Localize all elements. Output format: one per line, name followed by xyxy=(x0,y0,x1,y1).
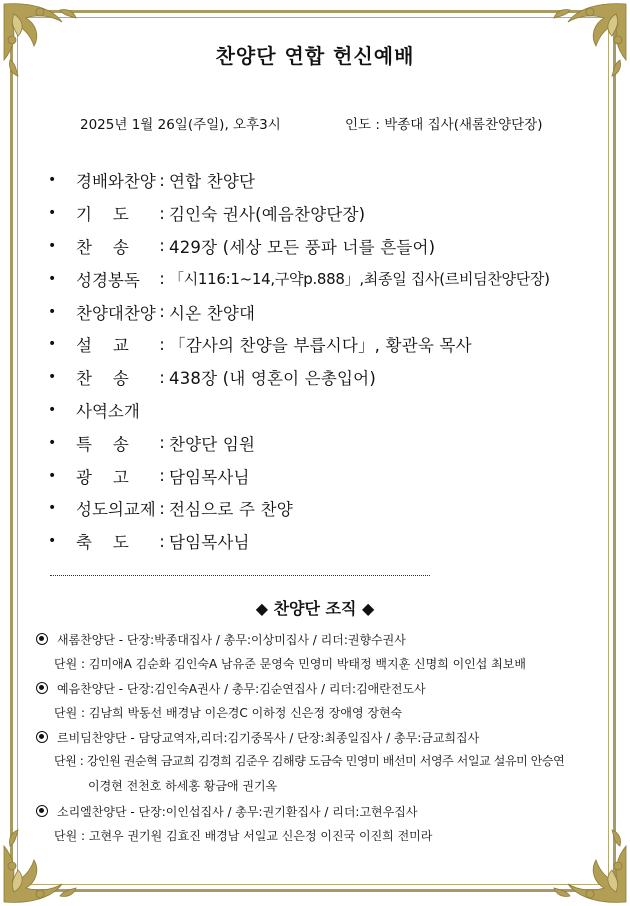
target-bullet-icon xyxy=(36,731,48,743)
dotted-divider xyxy=(50,575,430,576)
order-value: 438장 (내 영혼이 은총입어) xyxy=(169,369,376,389)
order-item: • 찬양대찬양 : 시온 찬양대 xyxy=(48,295,608,328)
order-label: 찬양대찬양 xyxy=(76,303,156,323)
choir-members-line: 단원 : 강인원 권순혁 금교희 김경희 김준우 김해량 도금숙 민영미 배선미 서영주 서일교 설유미 안승연 xyxy=(54,754,565,768)
order-value: 연합 찬양단 xyxy=(169,172,256,192)
target-bullet-icon xyxy=(36,682,48,694)
choir-members: 단원 : 고현우 권기원 김효진 배경남 서일교 신은정 이진국 이진희 전미라 xyxy=(54,829,433,843)
choir-members xyxy=(36,749,606,799)
bullet-icon: • xyxy=(48,237,57,254)
bullet-icon: • xyxy=(48,500,57,517)
page-title: 찬양단 연합 헌신예배 xyxy=(215,44,415,68)
order-label: 경배와찬양 xyxy=(76,172,156,192)
order-label: 특 송 xyxy=(76,434,129,454)
service-leader: 인도 : 박종대 집사(새롬찬양단장) xyxy=(345,117,543,133)
bullet-icon: • xyxy=(48,303,57,320)
order-item: • 기 도 : 김인숙 권사(예음찬양단장) xyxy=(48,197,608,230)
choir-header-text: 소리엘찬양단 - 단장:이인섭집사 / 총무:권기환집사 / 리더:고현우집사 xyxy=(57,804,418,819)
order-item: • 성경봉독 : 「시116:1~14,구약p.888」,최종일 집사(르비딤찬양단장) xyxy=(48,262,608,295)
bullet-icon: • xyxy=(48,467,57,484)
order-item: • 특 송 : 찬양단 임원 xyxy=(48,426,608,459)
bullet-icon: • xyxy=(48,205,57,222)
bullet-icon: • xyxy=(48,172,57,189)
order-value: 「시116:1~14,구약p.888」,최종일 집사(르비딤찬양단장) xyxy=(169,270,550,289)
section-title: ◆ 찬양단 조직 ◆ xyxy=(255,599,375,618)
bullet-icon: • xyxy=(48,369,57,386)
order-item: • 설 교 : 「감사의 찬양을 부릅시다」, 황관욱 목사 xyxy=(48,328,608,361)
order-label: 찬 송 xyxy=(76,237,129,257)
order-label: 찬 송 xyxy=(76,369,129,389)
order-label: 기 도 xyxy=(76,205,129,225)
order-value: 김인숙 권사(예음찬양단장) xyxy=(169,205,366,225)
order-label: 성도의교제 xyxy=(76,500,156,520)
order-item: • 성도의교제 : 전심으로 주 찬양 xyxy=(48,492,608,525)
order-value: 전심으로 주 찬양 xyxy=(169,500,293,520)
choir-members: 단원 : 김미애A 김순화 김인숙A 남유준 문영숙 민영미 박태정 백지훈 신명희 이인섭 최보배 xyxy=(54,657,526,671)
bullet-icon: • xyxy=(48,270,57,287)
service-datetime: 2025년 1월 26일(주일), 오후3시 xyxy=(80,117,281,133)
order-label: 사역소개 xyxy=(76,401,140,421)
bullet-icon: • xyxy=(48,336,57,353)
bullet-icon: • xyxy=(48,401,57,418)
choir-organization xyxy=(36,627,606,848)
choir-header xyxy=(36,799,606,823)
order-item xyxy=(48,394,608,427)
choir-header xyxy=(36,627,606,651)
order-item: • 광 고 : 담임목사님 xyxy=(48,459,608,492)
bullet-icon: • xyxy=(48,434,57,451)
order-value: 시온 찬양대 xyxy=(169,303,256,323)
choir-header xyxy=(36,676,606,700)
choir-header xyxy=(36,725,606,749)
order-label: 축 도 xyxy=(76,533,129,553)
choir-header-text: 예음찬양단 - 단장:김인숙A권사 / 총무:김순연집사 / 리더:김애란전도사 xyxy=(57,681,426,696)
order-label: 광 고 xyxy=(76,467,129,487)
order-item: • 찬 송 : 438장 (내 영혼이 은총입어) xyxy=(48,361,608,394)
bullet-icon: • xyxy=(48,533,57,550)
choir-header-text: 새롬찬양단 - 단장:박종대집사 / 총무:이상미집사 / 리더:권향수권사 xyxy=(57,632,406,647)
worship-order-list xyxy=(48,164,608,558)
order-value: 429장 (세상 모든 풍파 너를 흔들어) xyxy=(169,237,436,257)
order-value: 담임목사님 xyxy=(169,467,250,487)
order-value: 찬양단 임원 xyxy=(169,434,256,454)
target-bullet-icon xyxy=(36,633,48,645)
order-value: 담임목사님 xyxy=(169,533,250,553)
choir-members-line: 이경현 전천호 하세홍 황금애 권기옥 xyxy=(88,779,278,793)
target-bullet-icon xyxy=(36,805,48,817)
order-value: 「감사의 찬양을 부릅시다」, 황관욱 목사 xyxy=(169,336,472,356)
order-label: 성경봉독 xyxy=(76,270,140,290)
order-item: • 찬 송 : 429장 (세상 모든 풍파 너를 흔들어) xyxy=(48,230,608,263)
order-label: 설 교 xyxy=(76,336,129,356)
order-item: • 경배와찬양 : 연합 찬양단 xyxy=(48,164,608,197)
choir-header-text: 르비딤찬양단 - 담당교역자,리더:김기중목사 / 단장:최종일집사 / 총무:금교희집사 xyxy=(57,730,480,745)
choir-members: 단원 : 김남희 박동선 배경남 이은경C 이하정 신은정 장애영 장현숙 xyxy=(54,706,403,720)
order-item: • 축 도 : 담임목사님 xyxy=(48,525,608,558)
